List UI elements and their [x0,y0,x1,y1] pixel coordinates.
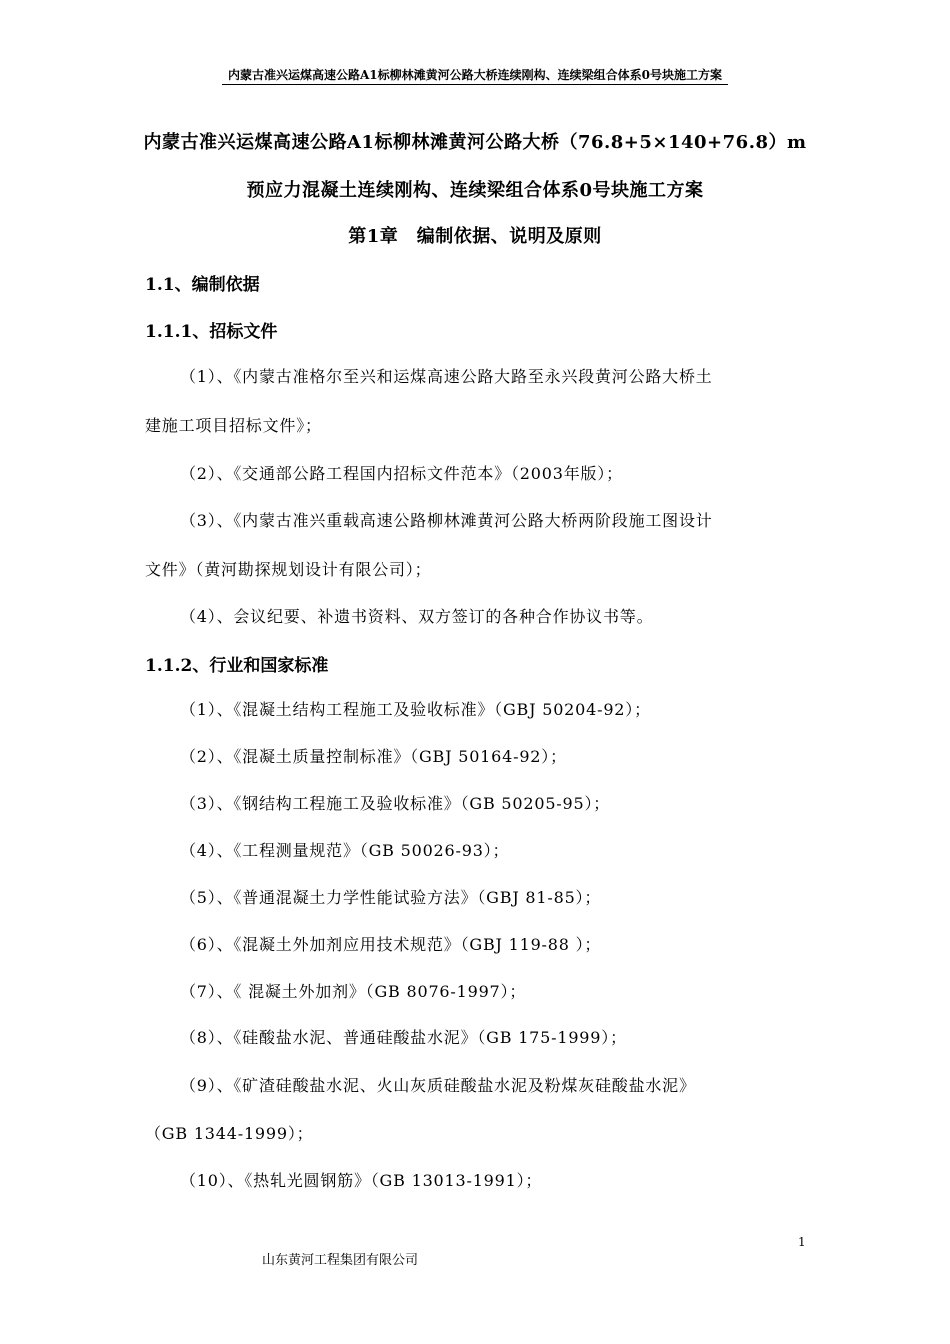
tender-doc-item-continued: 文件》（黄河勘探规划设计有限公司）； [145,560,432,579]
standard-item: （3）、《钢结构工程施工及验收标准》（GB 50205-95）； [180,794,611,813]
page-number: 1 [798,1235,806,1249]
running-header-text: 内蒙古准兴运煤高速公路A1标柳林滩黄河公路大桥连续刚构、连续梁组合体系0号块施工方案 [222,66,728,85]
tender-doc-item: （1）、《内蒙古准格尔至兴和运煤高速公路大路至永兴段黄河公路大桥土 [180,367,713,386]
standard-item: （9）、《矿渣硅酸盐水泥、火山灰质硅酸盐水泥及粉煤灰硅酸盐水泥》 [180,1076,696,1095]
tender-doc-item: （2）、《交通部公路工程国内招标文件范本》（2003年版）； [180,464,623,483]
standard-item: （1）、《混凝土结构工程施工及验收标准》（GBJ 50204-92）； [180,700,651,719]
standard-item: （8）、《硅酸盐水泥、普通硅酸盐水泥》（GB 175-1999）； [180,1028,627,1047]
standard-item: （6）、《混凝土外加剂应用技术规范》（GBJ 119-88 ）； [180,935,602,954]
footer-company-name: 山东黄河工程集团有限公司 [262,1253,419,1268]
standard-item: （5）、《普通混凝土力学性能试验方法》（GBJ 81-85）； [180,888,602,907]
standard-item: （7）、《 混凝土外加剂》（GB 8076-1997）； [180,982,527,1001]
section-heading-1-1: 1.1、编制依据 [145,275,260,295]
chapter-heading: 第1章 编制依据、说明及原则 [348,226,602,247]
tender-doc-item: （4）、会议纪要、补遗书资料、双方签订的各种合作协议书等。 [180,607,654,626]
section-heading-1-1-1: 1.1.1、招标文件 [145,322,278,342]
tender-doc-item: （3）、《内蒙古准兴重载高速公路柳林滩黄河公路大桥两阶段施工图设计 [180,511,713,530]
document-title-line-1: 内蒙古准兴运煤高速公路A1标柳林滩黄河公路大桥（76.8+5×140+76.8）m [143,132,807,153]
section-heading-1-1-2: 1.1.2、行业和国家标准 [145,656,329,676]
standard-item: （2）、《混凝土质量控制标准》（GBJ 50164-92）； [180,747,567,766]
tender-doc-item-continued: 建施工项目招标文件》； [145,416,322,435]
document-title-line-2: 预应力混凝土连续刚构、连续梁组合体系0号块施工方案 [246,180,704,201]
standard-item-continued: （GB 1344-1999）； [145,1124,314,1143]
standard-item: （10）、《热轧光圆钢筋》（GB 13013-1991）； [180,1171,543,1190]
standard-item: （4）、《工程测量规范》（GB 50026-93）； [180,841,510,860]
running-header [0,66,950,85]
